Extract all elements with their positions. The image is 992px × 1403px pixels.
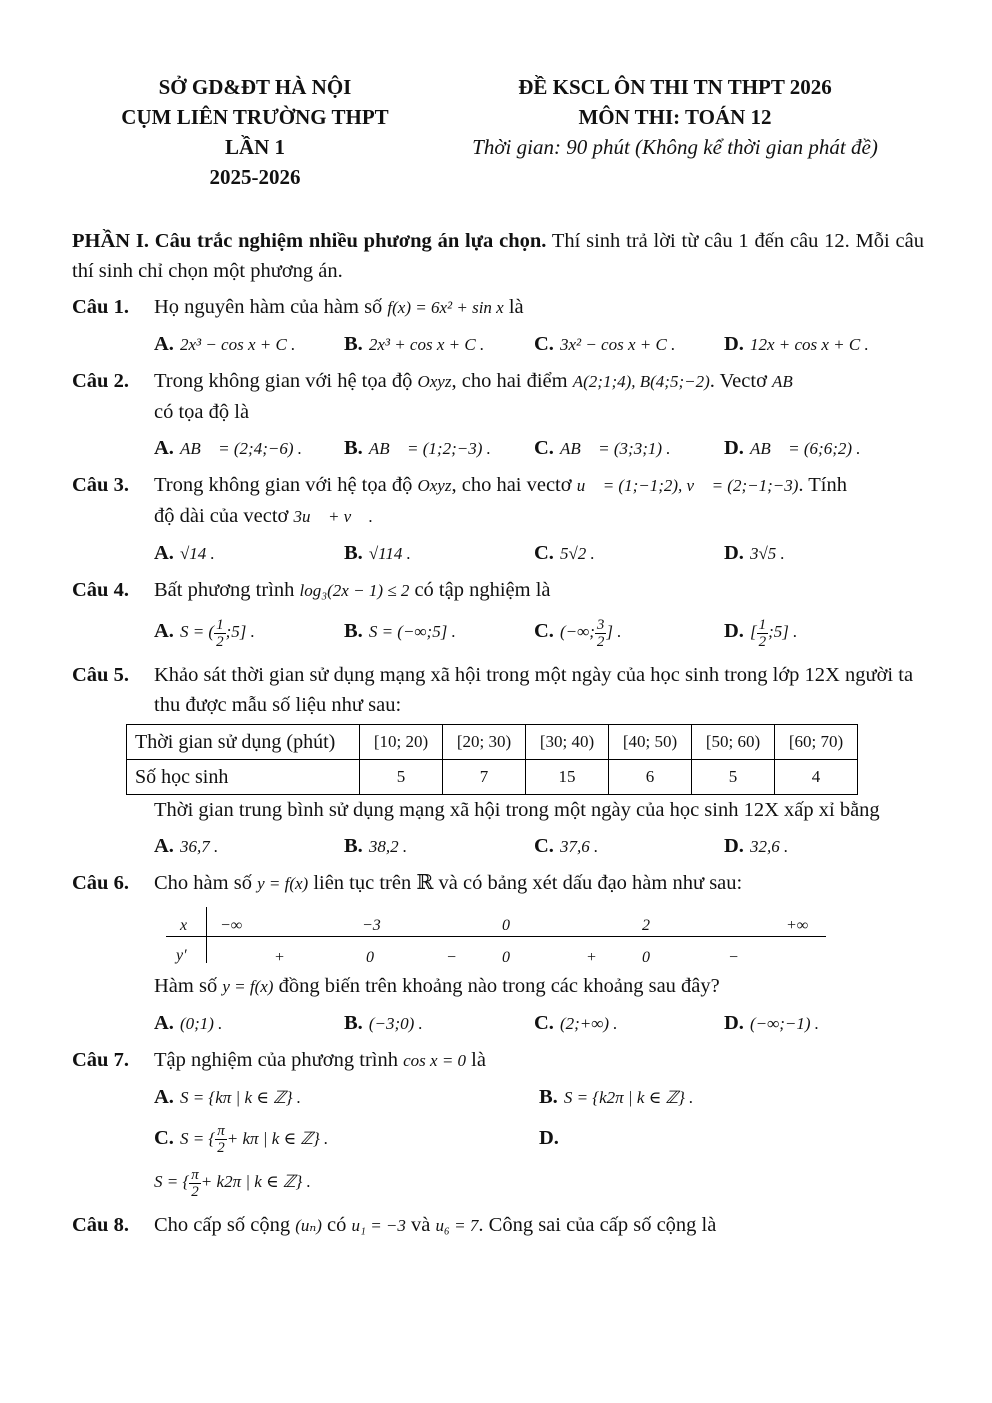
question-text: Họ nguyên hàm của hàm số (154, 296, 383, 318)
question-number: Câu 2. (72, 370, 129, 392)
table-cell: [40; 50) (609, 724, 692, 759)
table-header-cell: Thời gian sử dụng (phút) (127, 724, 360, 759)
option-b[interactable]: B. 38,2 . (344, 834, 408, 857)
question-math: 3u⃗ + v⃗ . (293, 507, 373, 526)
options (154, 1123, 924, 1157)
option-c[interactable]: C. S = { $\frac{\pi}{2}$ + kπ | k ∈ ℤ} . (154, 1123, 329, 1157)
sign-table (166, 907, 826, 967)
question-tail: , cho hai vectơ (451, 474, 572, 496)
question-math: y = f(x) (222, 976, 274, 996)
sign-table-y-label: y′ (176, 946, 187, 964)
question-math: f(x) = 6x² + sin x (387, 298, 504, 317)
table-row (127, 759, 858, 794)
data-table (126, 724, 858, 795)
exam-title: ĐỀ KSCL ÔN THI TN THPT 2026 (518, 75, 832, 99)
sign-value: − (728, 948, 739, 966)
header-left (80, 72, 430, 192)
sign-value: 0 (366, 948, 374, 966)
table-cell: [20; 30) (443, 724, 526, 759)
exam-subject: MÔN THI: TOÁN 12 (578, 105, 772, 129)
question-2 (72, 366, 924, 464)
question-tail: và (411, 1213, 431, 1236)
options (154, 329, 924, 360)
question-text: Tập nghiệm của phương trình (154, 1048, 398, 1071)
table-cell: 6 (609, 759, 692, 794)
option-c[interactable]: C. 3x² − cos x + C . (534, 333, 676, 355)
option-c[interactable]: C. 5√2 . (534, 542, 595, 564)
part1-title: PHẦN I. Câu trắc nghiệm nhiều phương án lựa chọn. (72, 230, 547, 252)
question-text: Thời gian trung bình sử dụng mạng xã hội trong một ngày của học sinh 12X xấp xỉ bằng (154, 798, 880, 821)
question-math: Oxyz (417, 372, 452, 391)
option-b[interactable]: B. (−3;0) . (344, 1011, 423, 1034)
option-b[interactable]: B. S = (−∞;5] . (344, 620, 456, 642)
option-b[interactable]: B. 2x³ + cos x + C . (344, 333, 485, 355)
option-d[interactable]: D. (−∞;−1) . (724, 1011, 819, 1034)
x-value: −3 (362, 916, 381, 934)
option-a[interactable]: A. S = {kπ | k ∈ ℤ} . (154, 1085, 302, 1108)
table-row (127, 724, 858, 759)
question-1 (72, 292, 924, 360)
option-c[interactable]: C. AB⃗ = (3;3;1) . (534, 437, 671, 459)
sign-value: 0 (502, 948, 510, 966)
option-b[interactable]: B. √114 . (344, 542, 411, 564)
question-math: y = f(x) (257, 873, 309, 893)
question-math: AB⃗ (772, 372, 807, 391)
question-text: Trong không gian với hệ tọa độ (154, 370, 413, 392)
sign-value: + (586, 948, 597, 966)
x-value: 0 (502, 916, 510, 934)
question-8 (72, 1210, 924, 1241)
question-tail: , cho hai điểm (451, 370, 568, 392)
option-a[interactable]: A. AB⃗ = (2;4;−6) . (154, 437, 303, 459)
table-cell: [10; 20) (360, 724, 443, 759)
option-a[interactable]: A. 2x³ − cos x + C . (154, 333, 296, 355)
option-d[interactable]: D. 32,6 . (724, 834, 789, 857)
option-d-content[interactable]: S = { $\frac{\pi}{2}$ + k2π | k ∈ ℤ} . (154, 1166, 311, 1200)
question-text: Bất phương trình (154, 579, 295, 601)
option-d[interactable]: D. 12x + cos x + C . (724, 333, 869, 355)
question-text: đồng biến trên khoảng nào trong các khoảng sau đây? (278, 974, 720, 997)
options (154, 831, 924, 862)
x-value: 2 (642, 916, 650, 934)
question-number: Câu 7. (72, 1048, 129, 1071)
header-right (430, 72, 920, 162)
option-d[interactable]: D. 3√5 . (724, 542, 785, 564)
options (154, 538, 924, 569)
question-text: Trong không gian với hệ tọa độ (154, 474, 413, 496)
question-tail: . Công sai của cấp số cộng là (478, 1213, 717, 1236)
question-tail: liên tục trên ℝ và có bảng xét dấu đạo hàm như sau: (313, 871, 743, 894)
question-tail: là (471, 1048, 486, 1071)
question-math: Oxyz (417, 476, 452, 495)
question-text: Hàm số (154, 974, 218, 997)
options (154, 1082, 924, 1113)
question-math: u⃗ = (1;−1;2), v⃗ = (2;−1;−3) (576, 476, 799, 495)
question-math: A(2;1;4), B(4;5;−2) (572, 372, 710, 391)
question-math: (uₙ) (295, 1215, 322, 1235)
table-cell: 15 (526, 759, 609, 794)
question-number: Câu 6. (72, 871, 129, 894)
option-d[interactable]: D. AB⃗ = (6;6;2) . (724, 437, 861, 459)
question-math: u₆ = 7 (435, 1215, 479, 1235)
part1-desc: Thí sinh trả lời từ câu 1 đến câu 12. Mỗi câu thí sinh chỉ chọn một phương án. (72, 230, 924, 282)
question-text: Cho cấp số cộng (154, 1213, 291, 1236)
sign-value: + (274, 948, 285, 966)
option-c[interactable]: C. 37,6 . (534, 834, 599, 857)
table-cell: [30; 40) (526, 724, 609, 759)
exam-body (72, 226, 924, 1241)
x-value: −∞ (220, 916, 243, 934)
question-tail: . Vectơ (709, 370, 767, 392)
table-header-cell: Số học sinh (127, 759, 360, 794)
question-4 (72, 575, 924, 650)
options (154, 1008, 924, 1039)
question-text: độ dài của vectơ (154, 505, 289, 527)
question-5 (72, 660, 924, 862)
question-number: Câu 8. (72, 1213, 129, 1236)
option-a[interactable]: A. √14 . (154, 542, 215, 564)
option-a[interactable]: A. S = ( $\frac{1}{2}$ ;5] . (154, 616, 255, 650)
question-7 (72, 1045, 924, 1200)
option-d[interactable]: D. (539, 1126, 559, 1149)
option-a[interactable]: A. (0;1) . (154, 1011, 223, 1034)
question-number: Câu 5. (72, 663, 129, 686)
option-b[interactable]: B. S = {k2π | k ∈ ℤ} . (539, 1085, 694, 1108)
exam-time: Thời gian: 90 phút (Không kể thời gian phát đề) (472, 135, 878, 159)
part1-heading (72, 226, 924, 286)
question-tail: . Tính (798, 474, 847, 496)
question-6 (72, 868, 924, 1039)
options (154, 433, 924, 464)
question-number: Câu 3. (72, 474, 129, 496)
question-text: Cho hàm số (154, 871, 252, 894)
question-text: có tọa độ là (154, 401, 250, 423)
table-cell: 5 (360, 759, 443, 794)
option-d[interactable]: D. [ $\frac{1}{2}$ ;5] . (724, 616, 798, 650)
question-math: u₁ = −3 (351, 1215, 406, 1235)
exam-round: LẦN 1 (224, 135, 286, 159)
question-number: Câu 1. (72, 296, 129, 318)
question-3 (72, 470, 924, 569)
sign-value: 0 (642, 948, 650, 966)
question-number: Câu 4. (72, 579, 129, 601)
school-year: 2025-2026 (209, 165, 301, 189)
table-cell: [60; 70) (775, 724, 858, 759)
question-math: log₃(2x − 1) ≤ 2 (299, 581, 410, 600)
option-b[interactable]: B. AB⃗ = (1;2;−3) . (344, 437, 491, 459)
option-a[interactable]: A. 36,7 . (154, 834, 219, 857)
question-math: cos x = 0 (403, 1050, 467, 1070)
question-text: Khảo sát thời gian sử dụng mạng xã hội trong một ngày của học sinh trong lớp 12X người ta thu được mẫu số liệu như sau: (154, 663, 914, 716)
x-value: +∞ (786, 916, 809, 934)
table-cell: [50; 60) (692, 724, 775, 759)
question-tail: là (508, 296, 524, 318)
table-cell: 7 (443, 759, 526, 794)
option-c[interactable]: C. (2;+∞) . (534, 1011, 618, 1034)
sign-value: − (446, 948, 457, 966)
dept-name: SỞ GD&ĐT HÀ NỘI (158, 75, 352, 99)
table-cell: 5 (692, 759, 775, 794)
question-tail: có tập nghiệm là (414, 579, 551, 601)
options (154, 616, 924, 650)
school-cluster: CỤM LIÊN TRƯỜNG THPT (121, 105, 389, 129)
question-tail: có (327, 1213, 347, 1236)
table-cell: 4 (775, 759, 858, 794)
sign-table-x-label: x (180, 916, 188, 934)
option-c[interactable]: C. (−∞; $\frac{3}{2}$ ] . (534, 616, 622, 650)
